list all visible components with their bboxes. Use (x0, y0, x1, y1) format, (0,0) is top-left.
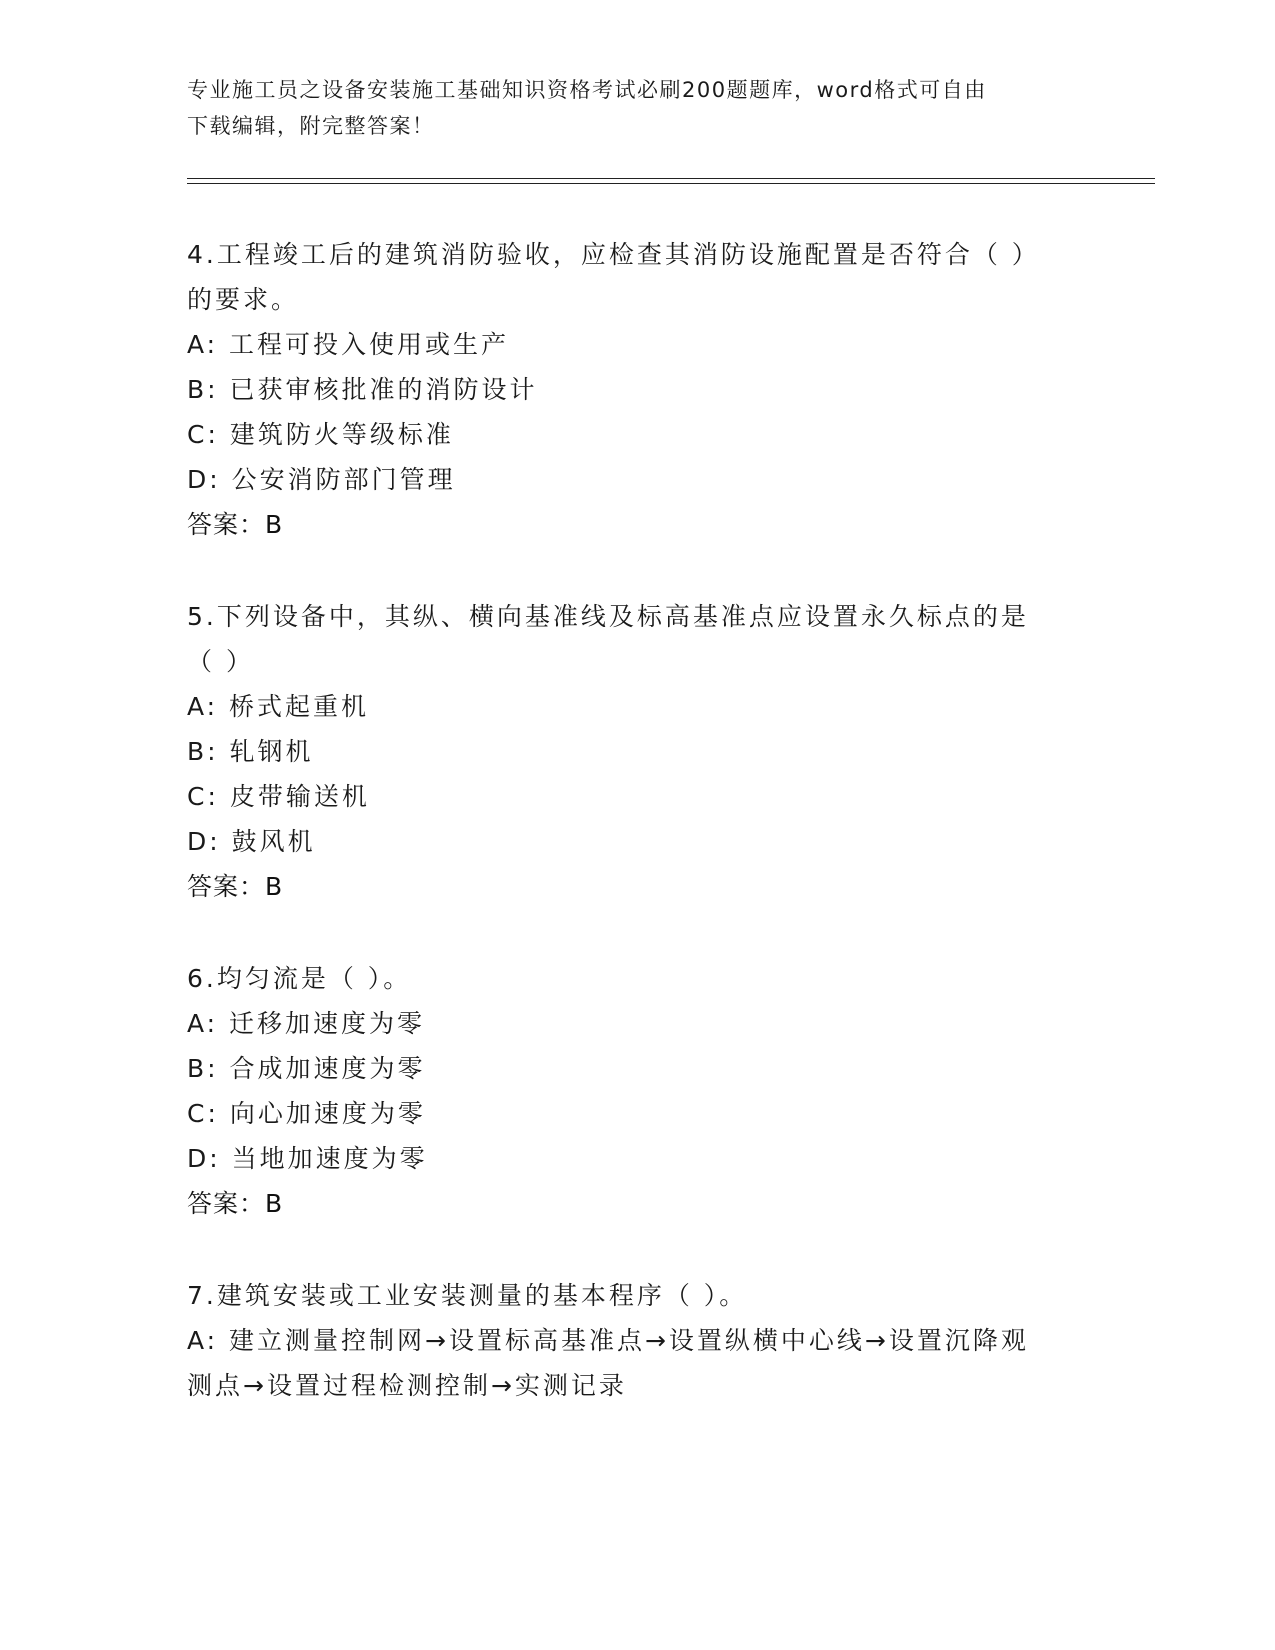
question-stem-line: 7.建筑安装或工业安装测量的基本程序（ ）。 (187, 1281, 748, 1310)
question-stem-line: （ ） (187, 647, 254, 676)
option-d: D: 公安消防部门管理 (187, 465, 456, 494)
option-b: B: 已获审核批准的消防设计 (187, 375, 538, 404)
question-4 (187, 232, 1087, 548)
answer: 答案：B (187, 872, 284, 901)
answer: 答案：B (187, 1189, 284, 1218)
question-7 (187, 1273, 1087, 1408)
header-line-1: 专业施工员之设备安装施工基础知识资格考试必刷200题题库，word格式可自由 (187, 78, 987, 102)
header-divider-top (187, 178, 1155, 179)
option-b: B: 合成加速度为零 (187, 1054, 426, 1083)
question-5 (187, 594, 1087, 910)
question-stem-line: 6.均匀流是（ ）。 (187, 964, 412, 993)
option-b: B: 轧钢机 (187, 737, 314, 766)
header-line-2: 下载编辑，附完整答案！ (187, 114, 435, 138)
question-list (187, 232, 1087, 1454)
question-stem-line: 4.工程竣工后的建筑消防验收，应检查其消防设施配置是否符合（ ） (187, 240, 1040, 269)
option-a: A: 桥式起重机 (187, 692, 370, 721)
option-a: A: 建立测量控制网→设置标高基准点→设置纵横中心线→设置沉降观 (187, 1326, 1029, 1355)
option-c: C: 向心加速度为零 (187, 1099, 426, 1128)
option-d: D: 当地加速度为零 (187, 1144, 428, 1173)
question-6 (187, 956, 1087, 1227)
question-stem-line: 的要求。 (187, 285, 300, 314)
answer: 答案：B (187, 510, 284, 539)
option-a: A: 工程可投入使用或生产 (187, 330, 510, 359)
option-d: D: 鼓风机 (187, 827, 316, 856)
option-a-continued: 测点→设置过程检测控制→实测记录 (187, 1371, 627, 1400)
question-stem-line: 5.下列设备中，其纵、横向基准线及标高基准点应设置永久标点的是 (187, 602, 1029, 631)
option-c: C: 皮带输送机 (187, 782, 370, 811)
header-divider-bottom (187, 183, 1155, 184)
document-header (187, 72, 1087, 144)
option-a: A: 迁移加速度为零 (187, 1009, 426, 1038)
option-c: C: 建筑防火等级标准 (187, 420, 454, 449)
